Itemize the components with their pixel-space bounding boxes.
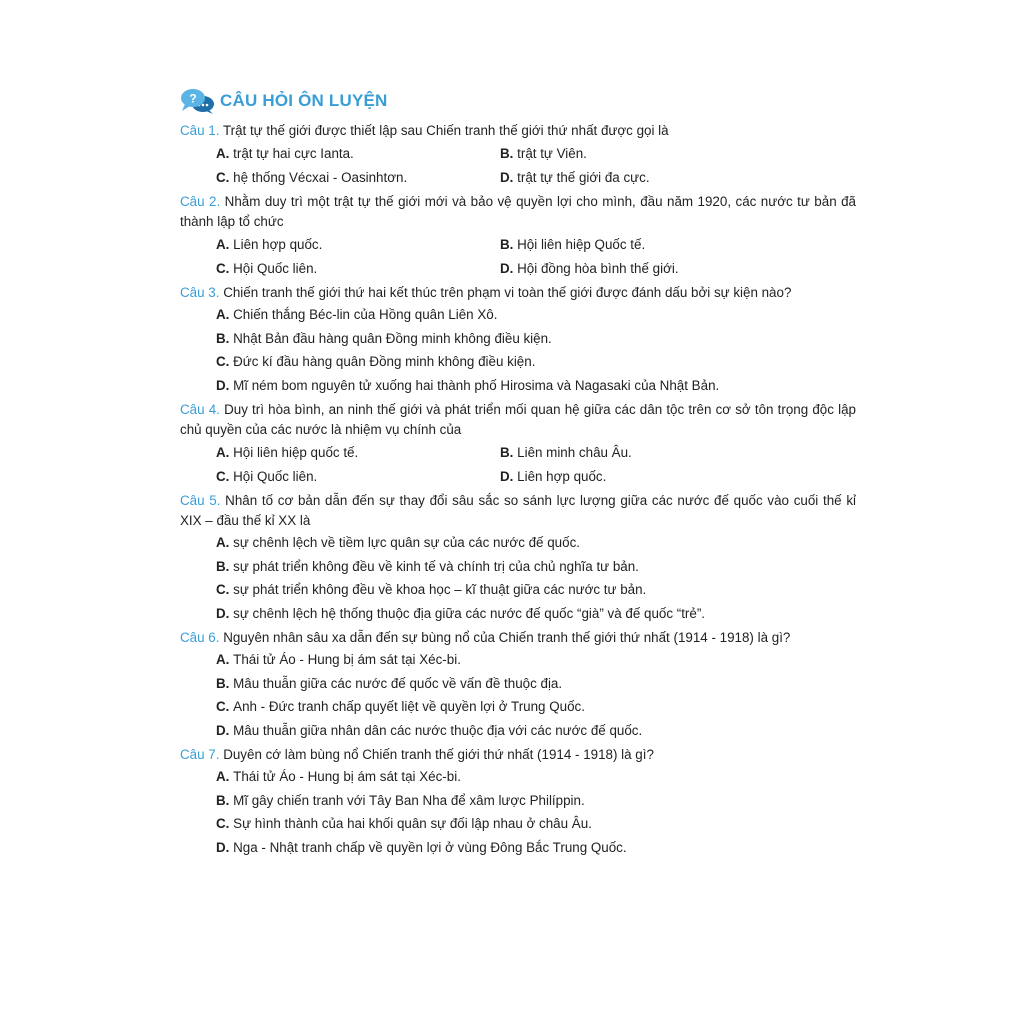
option-a[interactable]: A. Thái tử Áo - Hung bị ám sát tại Xéc-bi. [216,769,461,785]
option-d[interactable]: D. Mâu thuẫn giữa nhân dân các nước thuộc địa với các nước đế quốc. [216,722,643,738]
question-label: Câu 4. [180,402,220,417]
option-c[interactable]: C. Hội Quốc liên. [216,468,318,484]
option-b[interactable]: B. Nhật Bản đầu hàng quân Đồng minh không điều kiện. [216,330,552,346]
option-a[interactable]: A. Liên hợp quốc. [216,237,323,253]
section-title: CÂU HỎI ÔN LUYỆN [220,91,388,110]
option-a[interactable]: A. Chiến thắng Béc-lin của Hồng quân Liên Xô. [216,307,498,323]
option-b[interactable]: B. sự phát triển không đều về kinh tế và chính trị của chủ nghĩa tư bản. [216,558,639,574]
option-c[interactable]: C. Anh - Đức tranh chấp quyết liệt về quyền lợi ở Trung Quốc. [216,699,585,715]
option-b[interactable]: B. Hội liên hiệp Quốc tế. [500,237,646,253]
option-d[interactable]: D. Liên hợp quốc. [500,468,607,484]
option-a[interactable]: A. sự chênh lệch về tiềm lực quân sự của các nước đế quốc. [216,535,580,551]
options [216,142,856,189]
option-d[interactable]: D. sự chênh lệch hệ thống thuộc địa giữa các nước đế quốc “già” và đế quốc “trẻ”. [216,605,706,621]
option-c[interactable]: C. Hội Quốc liên. [216,260,318,276]
option-a[interactable]: A. Hội liên hiệp quốc tế. [216,445,359,461]
option-a[interactable]: A. trật tự hai cực Ianta. [216,146,354,162]
option-d[interactable]: D. trật tự thế giới đa cực. [500,169,650,185]
options [216,441,856,488]
option-c[interactable]: C. Sự hình thành của hai khối quân sự đối lập nhau ở châu Âu. [216,816,592,832]
question-label: Câu 2. [180,194,221,209]
review-questions-page [180,84,856,859]
speech-bubbles-question-icon [180,87,216,115]
question-label: Câu 5. [180,493,221,508]
question-4 [180,400,856,488]
section-header [180,84,856,118]
option-d[interactable]: D. Nga - Nhật tranh chấp về quyền lợi ở vùng Đông Bắc Trung Quốc. [216,839,627,855]
question-5 [180,491,856,625]
question-text: Duy trì hòa bình, an ninh thế giới và phát triển mối quan hệ giữa các dân tộc trên cơ sở tôn trọng độc lập chủ quyền của các nước là nhiệm vụ chính của [180,402,856,437]
question-text: Nhân tố cơ bản dẫn đến sự thay đổi sâu sắc so sánh lực lượng giữa các nước đế quốc vào cuối thế kỉ XIX – đầu thế kỉ XX là [180,493,856,528]
option-b[interactable]: B. Mĩ gây chiến tranh với Tây Ban Nha để xâm lược Philíppin. [216,792,585,808]
option-a[interactable]: A. Thái tử Áo - Hung bị ám sát tại Xéc-bi. [216,652,461,668]
question-label: Câu 7. [180,747,220,762]
options [216,233,856,280]
options [216,531,856,625]
options [216,648,856,742]
question-text: Duyên cớ làm bùng nổ Chiến tranh thế giới thứ nhất (1914 - 1918) là gì? [223,747,654,762]
question-1 [180,121,856,189]
question-text: Nguyên nhân sâu xa dẫn đến sự bùng nổ của Chiến tranh thế giới thứ nhất (1914 - 1918) là gì? [223,630,791,645]
question-3 [180,283,856,397]
option-b[interactable]: B. Mâu thuẫn giữa các nước đế quốc về vấn đề thuộc địa. [216,675,563,691]
question-6 [180,628,856,742]
option-b[interactable]: B. Liên minh châu Âu. [500,445,632,461]
options [216,765,856,859]
option-d[interactable]: D. Mĩ ném bom nguyên tử xuống hai thành phố Hirosima và Nagasaki của Nhật Bản. [216,377,720,393]
question-2 [180,192,856,280]
question-label: Câu 6. [180,630,220,645]
option-b[interactable]: B. trật tự Viên. [500,146,587,162]
question-text: Trật tự thế giới được thiết lập sau Chiến tranh thế giới thứ nhất được gọi là [222,123,669,138]
option-c[interactable]: C. Đức kí đầu hàng quân Đồng minh không điều kiện. [216,354,536,370]
option-d[interactable]: D. Hội đồng hòa bình thế giới. [500,260,679,276]
option-c[interactable]: C. hệ thống Vécxai - Oasinhtơn. [216,169,408,185]
question-text: Nhằm duy trì một trật tự thế giới mới và bảo vệ quyền lợi cho mình, đầu năm 1920, các nước tư bản đã thành lập tổ chức [180,194,856,229]
options [216,303,856,397]
question-7 [180,745,856,859]
question-label: Câu 1. [180,123,220,138]
question-text: Chiến tranh thế giới thứ hai kết thúc trên phạm vi toàn thế giới được đánh dấu bởi sự kiện nào? [223,285,792,300]
svg-text:?: ? [189,91,197,106]
option-c[interactable]: C. sự phát triển không đều về khoa học – kĩ thuật giữa các nước tư bản. [216,582,647,598]
question-label: Câu 3. [180,285,220,300]
